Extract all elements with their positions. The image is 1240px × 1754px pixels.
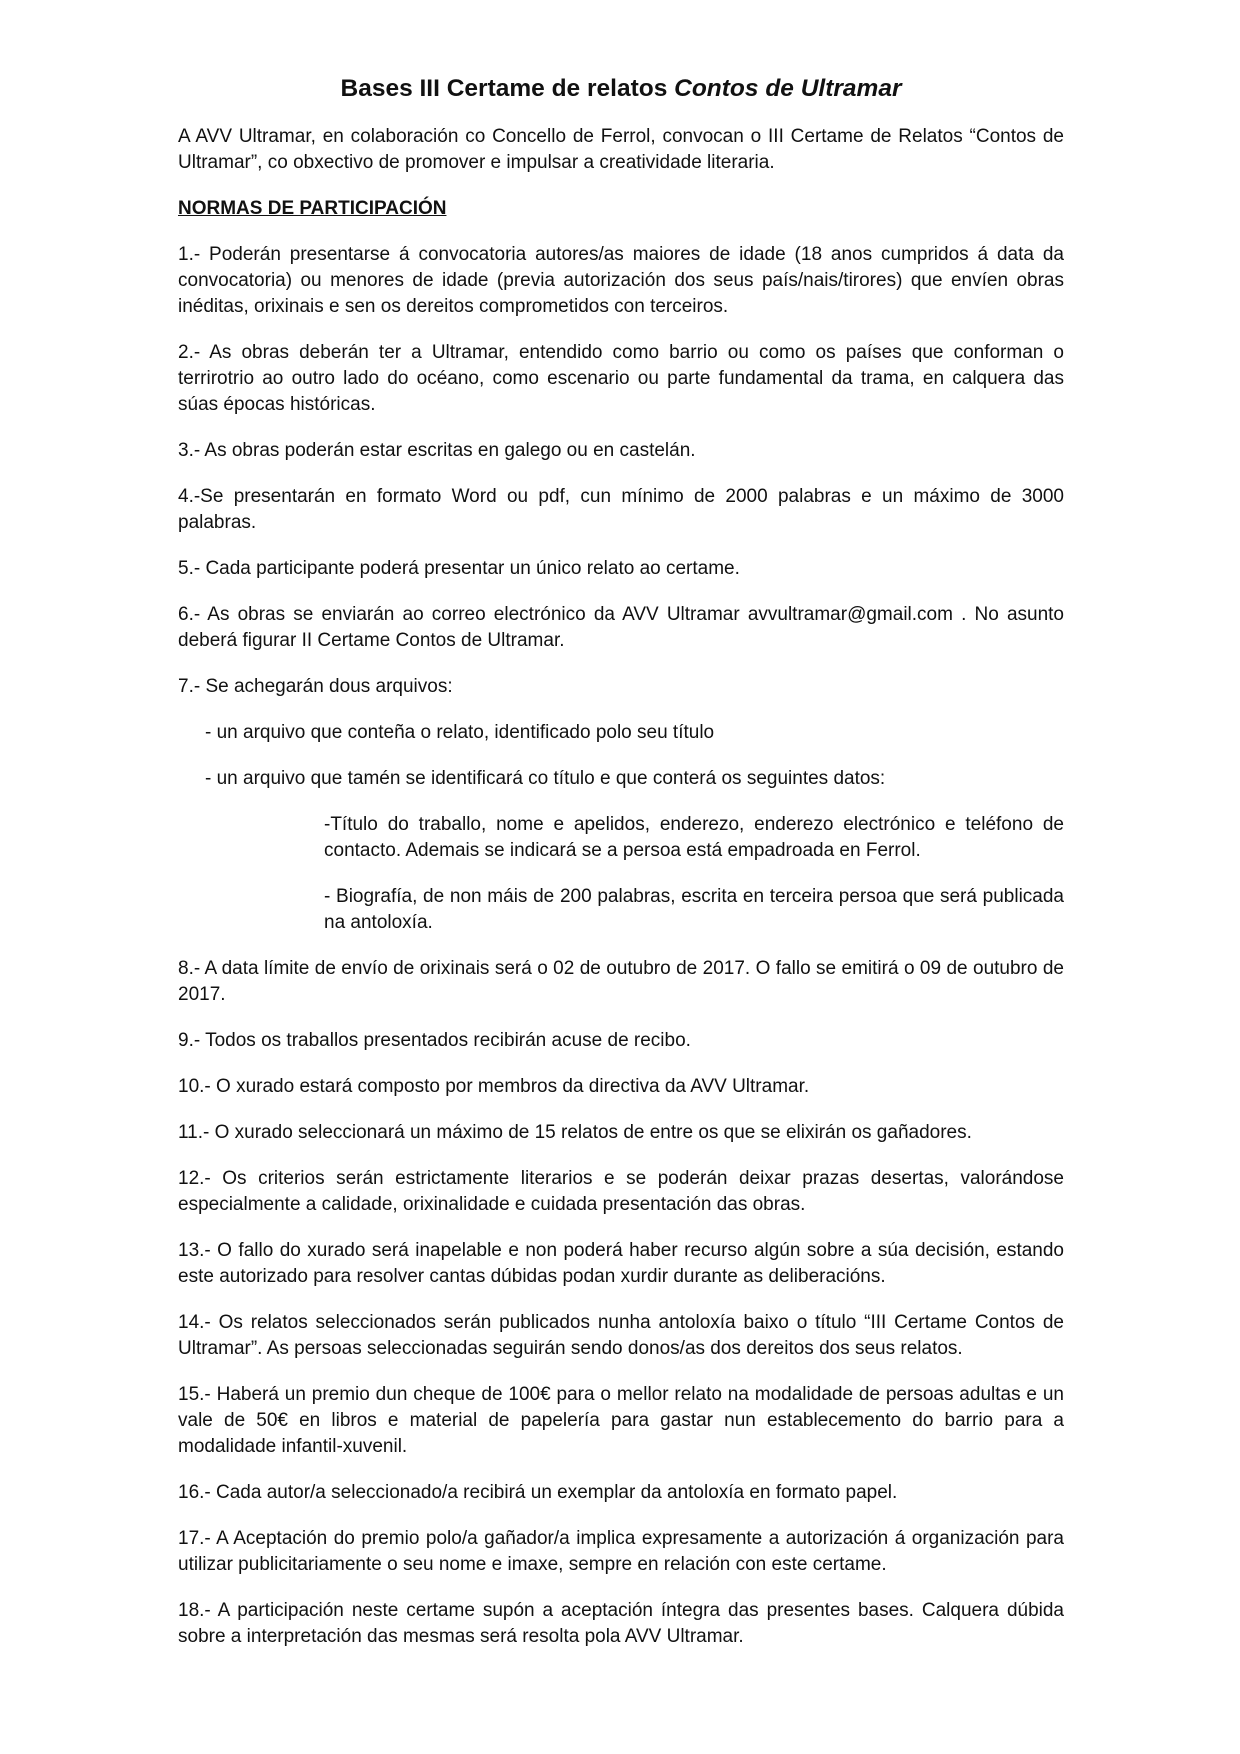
rule-1: 1.- Poderán presentarse á convocatoria autores/as maiores de idade (18 anos cumpridos á data da convocatoria) ou menores de idade (previa autorización dos seus país/nais/tirores) que envíen obras inéditas, orixinais e sen os dereitos comprometidos con terceiros. — [178, 244, 1064, 317]
section-heading: NORMAS DE PARTICIPACIÓN — [178, 198, 447, 219]
title-italic: Contos de Ultramar — [674, 75, 902, 102]
rule-16: 16.- Cada autor/a seleccionado/a recibirá un exemplar da antoloxía en formato papel. — [178, 1482, 898, 1503]
document-title — [178, 74, 1064, 104]
rule-18: 18.- A participación neste certame supón a aceptación íntegra das presentes bases. Calquera dúbida sobre a interpretación das mesmas será resolta pola AVV Ultramar. — [178, 1600, 1064, 1647]
rule-13: 13.- O fallo do xurado será inapelable e non poderá haber recurso algún sobre a súa decisión, estando este autorizado para resolver cantas dúbidas podan xurdir durante as deliberacións. — [178, 1240, 1064, 1287]
rule-7-data-2: - Biografía, de non máis de 200 palabras, escrita en terceira persoa que será publicada na antoloxía. — [324, 886, 1064, 933]
rule-11: 11.- O xurado seleccionará un máximo de 15 relatos de entre os que se elixirán os gañadores. — [178, 1122, 972, 1143]
rule-5: 5.- Cada participante poderá presentar un único relato ao certame. — [178, 558, 740, 579]
rule-15: 15.- Haberá un premio dun cheque de 100€ para o mellor relato na modalidade de persoas adultas e un vale de 50€ en libros e material de papelería para gastar nun establecemento do barrio para a modalidade infantil-xuvenil. — [178, 1384, 1064, 1457]
rule-17: 17.- A Aceptación do premio polo/a gañador/a implica expresamente a autorización á organización para utilizar publicitariamente o seu nome e imaxe, sempre en relación con este certame. — [178, 1528, 1064, 1575]
title-regular: Bases III Certame de relatos — [340, 75, 675, 102]
intro-paragraph: A AVV Ultramar, en colaboración co Concello de Ferrol, convocan o III Certame de Relatos “Contos de Ultramar”, co obxectivo de promover e impulsar a creatividade literaria. — [178, 126, 1064, 173]
rule-7-item-1: - un arquivo que conteña o relato, identificado polo seu título — [205, 722, 715, 743]
rule-10: 10.- O xurado estará composto por membros da directiva da AVV Ultramar. — [178, 1076, 810, 1097]
rule-12: 12.- Os criterios serán estrictamente literarios e se poderán deixar prazas desertas, valorándose especialmente a calidade, orixinalidade e cuidada presentación das obras. — [178, 1168, 1064, 1215]
rule-7-item-2: - un arquivo que tamén se identificará co título e que conterá os seguintes datos: — [205, 768, 886, 789]
rule-8: 8.- A data límite de envío de orixinais será o 02 de outubro de 2017. O fallo se emitirá o 09 de outubro de 2017. — [178, 958, 1064, 1005]
rule-14: 14.- Os relatos seleccionados serán publicados nunha antoloxía baixo o título “III Certame Contos de Ultramar”. As persoas seleccionadas seguirán sendo donos/as dos dereitos dos seus relatos. — [178, 1312, 1064, 1359]
rule-7: 7.- Se achegarán dous arquivos: — [178, 676, 453, 697]
rule-6: 6.- As obras se enviarán ao correo electrónico da AVV Ultramar avvultramar@gmail.com . No asunto deberá figurar II Certame Contos de Ultramar. — [178, 604, 1064, 651]
rule-2: 2.- As obras deberán ter a Ultramar, entendido como barrio ou como os países que conforman o terrirotrio ao outro lado do océano, como escenario ou parte fundamental da trama, en calquera das súas épocas históricas. — [178, 342, 1064, 415]
rule-3: 3.- As obras poderán estar escritas en galego ou en castelán. — [178, 440, 696, 461]
rule-4: 4.-Se presentarán en formato Word ou pdf, cun mínimo de 2000 palabras e un máximo de 3000 palabras. — [178, 486, 1064, 533]
rule-7-data-1: -Título do traballo, nome e apelidos, enderezo, enderezo electrónico e teléfono de contacto. Ademais se indicará se a persoa está empadroada en Ferrol. — [324, 814, 1064, 861]
rule-9: 9.- Todos os traballos presentados recibirán acuse de recibo. — [178, 1030, 691, 1051]
